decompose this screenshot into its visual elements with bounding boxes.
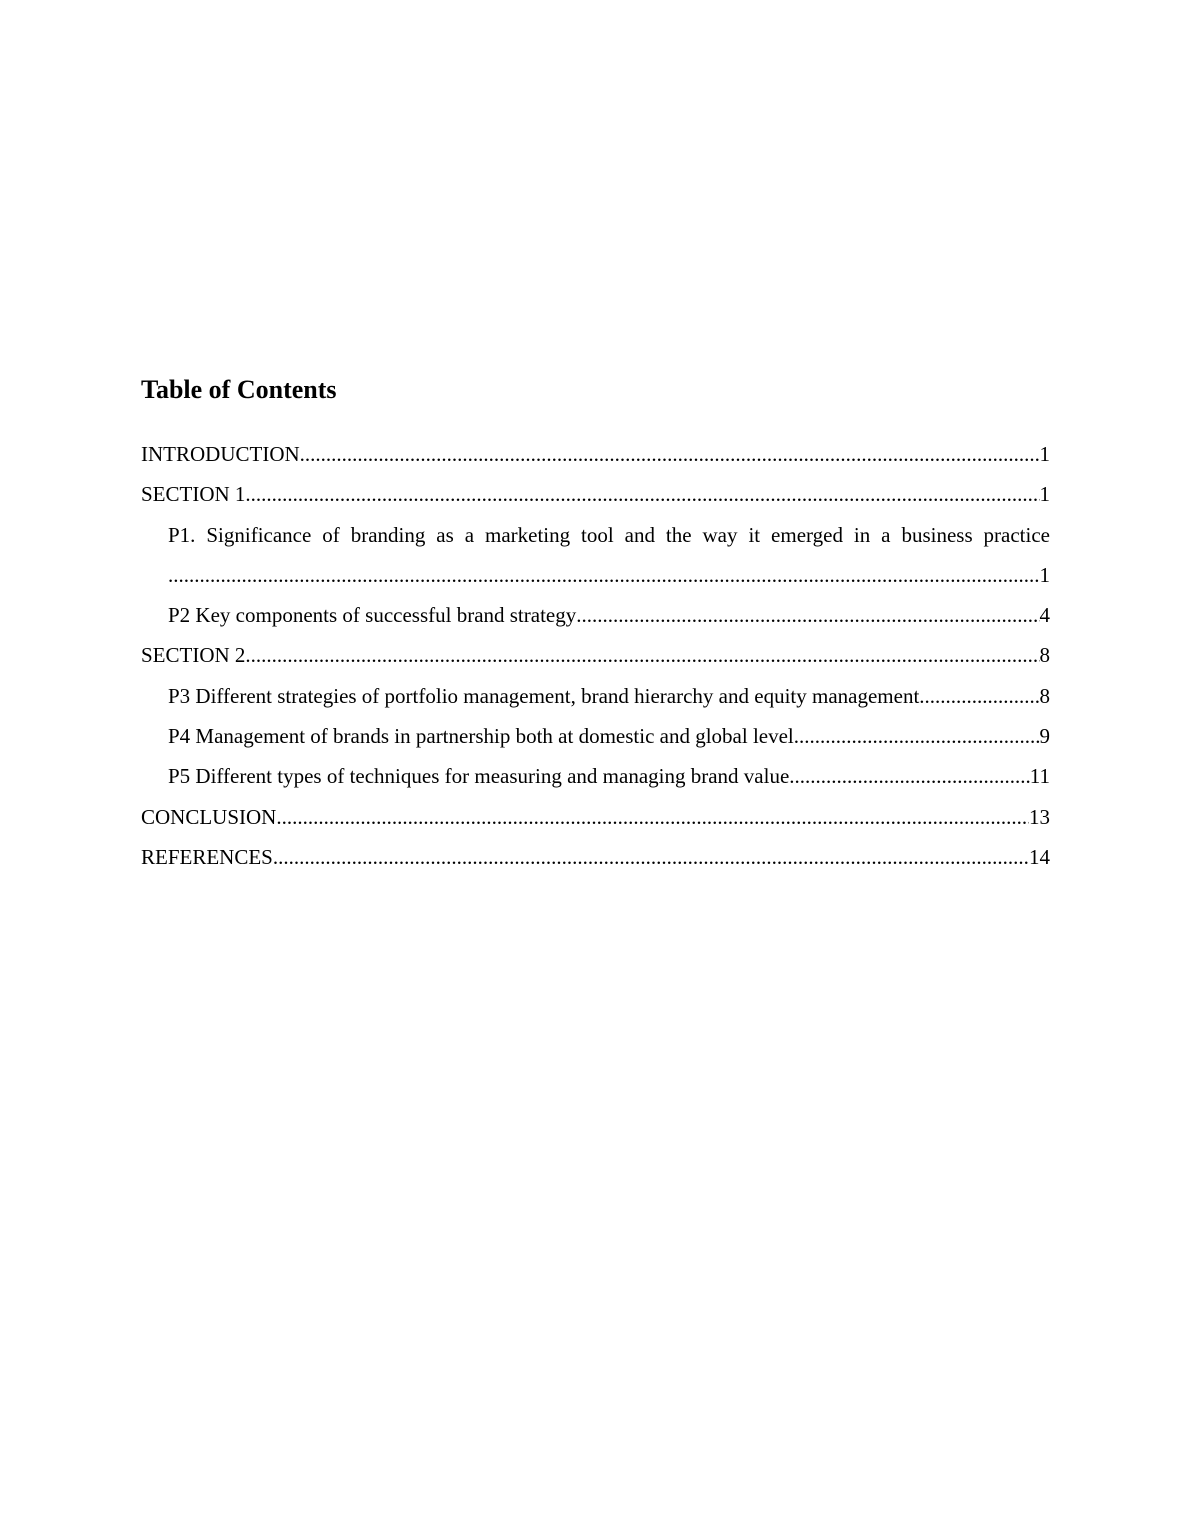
- toc-entry-section-2[interactable]: [141, 635, 1050, 675]
- dot-leader: [245, 474, 1039, 514]
- dot-leader: [794, 716, 1040, 756]
- dot-leader: [273, 837, 1029, 877]
- dot-leader: [919, 676, 1039, 716]
- toc-entry-label: REFERENCES: [141, 844, 273, 869]
- toc-entry-page-number: 8: [1039, 683, 1050, 708]
- toc-entry-label: P5 Different types of techniques for measuring and managing brand value: [168, 764, 790, 789]
- toc-entry-p2[interactable]: [141, 595, 1050, 635]
- toc-heading: Table of Contents: [141, 375, 337, 404]
- toc-entry-page-number: 14: [1029, 844, 1050, 869]
- toc-entry-page-number: 1: [1039, 482, 1050, 507]
- toc-entry-label: P3 Different strategies of portfolio management, brand hierarchy and equity management: [168, 683, 920, 708]
- toc-entry-introduction[interactable]: [141, 434, 1050, 474]
- toc-entry-references[interactable]: [141, 837, 1050, 877]
- toc-entry-page-number: 13: [1029, 804, 1050, 829]
- toc-list: [141, 434, 1050, 877]
- toc-entry-label: SECTION 1: [141, 482, 246, 507]
- toc-entry-label: INTRODUCTION: [141, 442, 300, 466]
- dot-leader: [168, 555, 1040, 595]
- toc-entry-conclusion[interactable]: [141, 797, 1050, 837]
- toc-entry-section-1[interactable]: [141, 474, 1050, 514]
- dot-leader: [300, 434, 1040, 474]
- toc-entry-page-number: 1: [1039, 442, 1050, 466]
- dot-leader: [245, 635, 1039, 675]
- toc-entry-p1[interactable]: [141, 515, 1050, 596]
- toc-entry-p4[interactable]: [141, 716, 1050, 756]
- toc-entry-label: P4 Management of brands in partnership both at domestic and global level: [168, 724, 794, 749]
- toc-entry-label: SECTION 2: [141, 643, 246, 668]
- toc-entry-page-number: 9: [1039, 724, 1050, 749]
- toc-entry-page-number: 1: [1039, 562, 1050, 587]
- toc-entry-continuation: [168, 555, 1050, 595]
- toc-entry-page-number: 8: [1039, 643, 1050, 668]
- toc-entry-label: CONCLUSION: [141, 804, 277, 829]
- toc-entry-page-number: 11: [1029, 764, 1050, 789]
- toc-entry-label: P2 Key components of successful brand strategy: [168, 603, 577, 628]
- toc-entry-label: P1. Significance of branding as a marketing tool and the way it emerged in a business practice: [168, 522, 1050, 547]
- toc-entry-page-number: 4: [1039, 603, 1050, 628]
- dot-leader: [276, 797, 1029, 837]
- dot-leader: [789, 756, 1030, 796]
- toc-entry-p5[interactable]: [141, 756, 1050, 796]
- table-of-contents: [141, 372, 1050, 877]
- dot-leader: [576, 595, 1039, 635]
- toc-entry-p3[interactable]: [141, 676, 1050, 716]
